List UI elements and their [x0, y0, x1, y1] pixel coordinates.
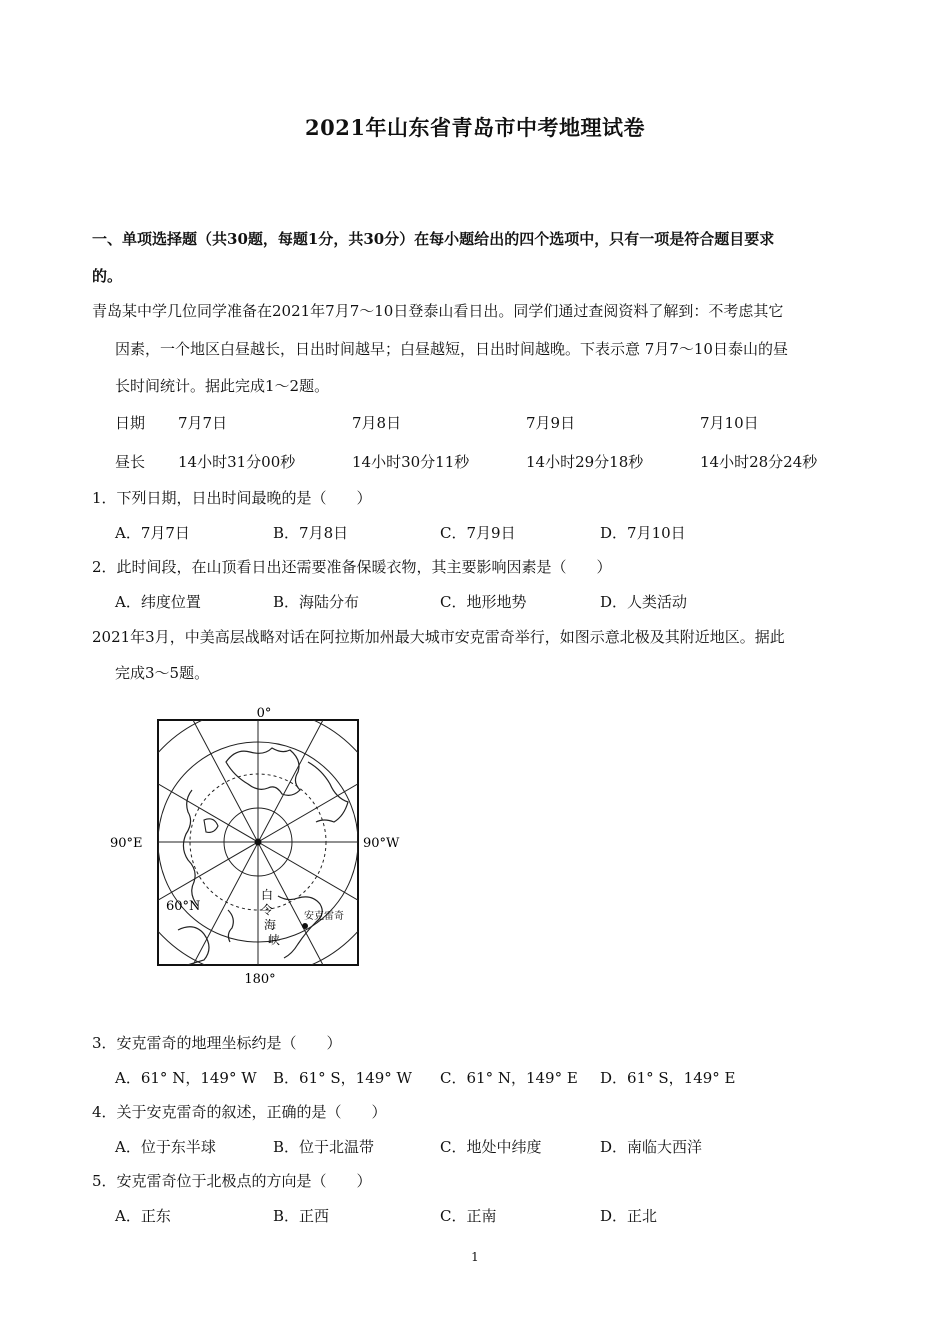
question-5-option-c[interactable]: C．正南: [440, 1207, 497, 1225]
table-date-cell: 7月10日: [700, 414, 759, 432]
question-2-option-b[interactable]: B．海陆分布: [273, 593, 360, 611]
section-heading-line2: 的。: [92, 267, 123, 285]
map-label-90e: 90°E: [110, 836, 143, 851]
table-date-cell: 7月9日: [526, 414, 576, 432]
question-2-option-c[interactable]: C．地形地势: [440, 593, 527, 611]
map-label-strait-char: 海: [264, 918, 277, 932]
question-3-option-a[interactable]: A．61° N，149° W: [115, 1069, 257, 1087]
question-4-stem: 4．关于安克雷奇的叙述，正确的是（ ）: [92, 1103, 387, 1121]
table-length-cell: 14小时31分00秒: [178, 453, 296, 471]
table-header-label: 日期: [115, 414, 146, 432]
anchorage-marker: [302, 923, 308, 929]
question-4-option-b[interactable]: B．位于北温带: [273, 1138, 375, 1156]
question-4-option-c[interactable]: C．地处中纬度: [440, 1138, 542, 1156]
eurasia-coast: [183, 790, 198, 906]
question-5-stem: 5．安克雷奇位于北极点的方向是（ ）: [92, 1172, 372, 1190]
map-label-strait-char: 白: [261, 888, 274, 902]
question-5-option-d[interactable]: D．正北: [600, 1207, 658, 1225]
map-label-strait-char: 令: [261, 903, 274, 917]
question-1-option-c[interactable]: C．7月9日: [440, 524, 516, 542]
map-label-60n: 60°N: [166, 899, 201, 914]
island-shape: [204, 819, 218, 833]
greenland-coast: [226, 748, 300, 795]
question-3-option-d[interactable]: D．61° S，149° E: [600, 1069, 736, 1087]
alaska-coast: [278, 896, 322, 958]
table-row-label: 昼长: [115, 453, 146, 471]
question-4-option-a[interactable]: A．位于东半球: [115, 1138, 216, 1156]
intro2-line1: 2021年3月，中美高层战略对话在阿拉斯加州最大城市安克雷奇举行，如图示意北极及其附近地区。据此: [92, 628, 785, 646]
question-3-option-b[interactable]: B．61° S，149° W: [273, 1069, 412, 1087]
page-number: 1: [471, 1250, 479, 1264]
question-5-option-b[interactable]: B．正西: [273, 1207, 330, 1225]
intro1-line3: 长时间统计。据此完成1～2题。: [115, 377, 330, 395]
question-1-option-d[interactable]: D．7月10日: [600, 524, 686, 542]
east-asia-coast: [228, 910, 233, 942]
intro2-line2: 完成3～5题。: [115, 664, 210, 682]
table-date-cell: 7月7日: [178, 414, 228, 432]
question-2-option-a[interactable]: A．纬度位置: [115, 593, 201, 611]
table-length-cell: 14小时28分24秒: [700, 453, 818, 471]
table-date-cell: 7月8日: [352, 414, 402, 432]
kamchatka-coast: [178, 927, 209, 966]
question-2-stem: 2．此时间段，在山顶看日出还需要准备保暖衣物，其主要影响因素是（ ）: [92, 558, 612, 576]
map-label-90w: 90°W: [363, 836, 400, 851]
intro1-line2: 因素，一个地区白昼越长，日出时间越早；白昼越短，日出时间越晚。下表示意 7月7～10日泰山的昼: [115, 340, 788, 358]
page-title: 2021年山东省青岛市中考地理试卷: [305, 115, 645, 140]
map-label-city: 安克雷奇: [304, 911, 344, 922]
table-length-cell: 14小时29分18秒: [526, 453, 644, 471]
north-pole-marker: [255, 839, 262, 846]
arctic-map: [108, 700, 418, 990]
map-label-strait-char: 峡: [268, 933, 281, 947]
question-3-stem: 3．安克雷奇的地理坐标约是（ ）: [92, 1034, 342, 1052]
question-1-option-a[interactable]: A．7月7日: [115, 524, 190, 542]
map-label-0-deg: 0°: [256, 706, 272, 721]
question-3-option-c[interactable]: C．61° N，149° E: [440, 1069, 578, 1087]
table-length-cell: 14小时30分11秒: [352, 453, 470, 471]
question-4-option-d[interactable]: D．南临大西洋: [600, 1138, 703, 1156]
question-2-option-d[interactable]: D．人类活动: [600, 593, 688, 611]
question-5-option-a[interactable]: A．正东: [115, 1207, 171, 1225]
intro1-line1: 青岛某中学几位同学准备在2021年7月7～10日登泰山看日出。同学们通过查阅资料了解到：不考虑其它: [92, 302, 784, 320]
question-1-stem: 1．下列日期，日出时间最晚的是（ ）: [92, 489, 372, 507]
question-1-option-b[interactable]: B．7月8日: [273, 524, 349, 542]
section-heading-line1: 一、单项选择题（共30题，每题1分，共30分）在每小题给出的四个选项中，只有一项是符合题目要求: [92, 230, 775, 248]
map-label-180-deg: 180°: [244, 972, 276, 987]
